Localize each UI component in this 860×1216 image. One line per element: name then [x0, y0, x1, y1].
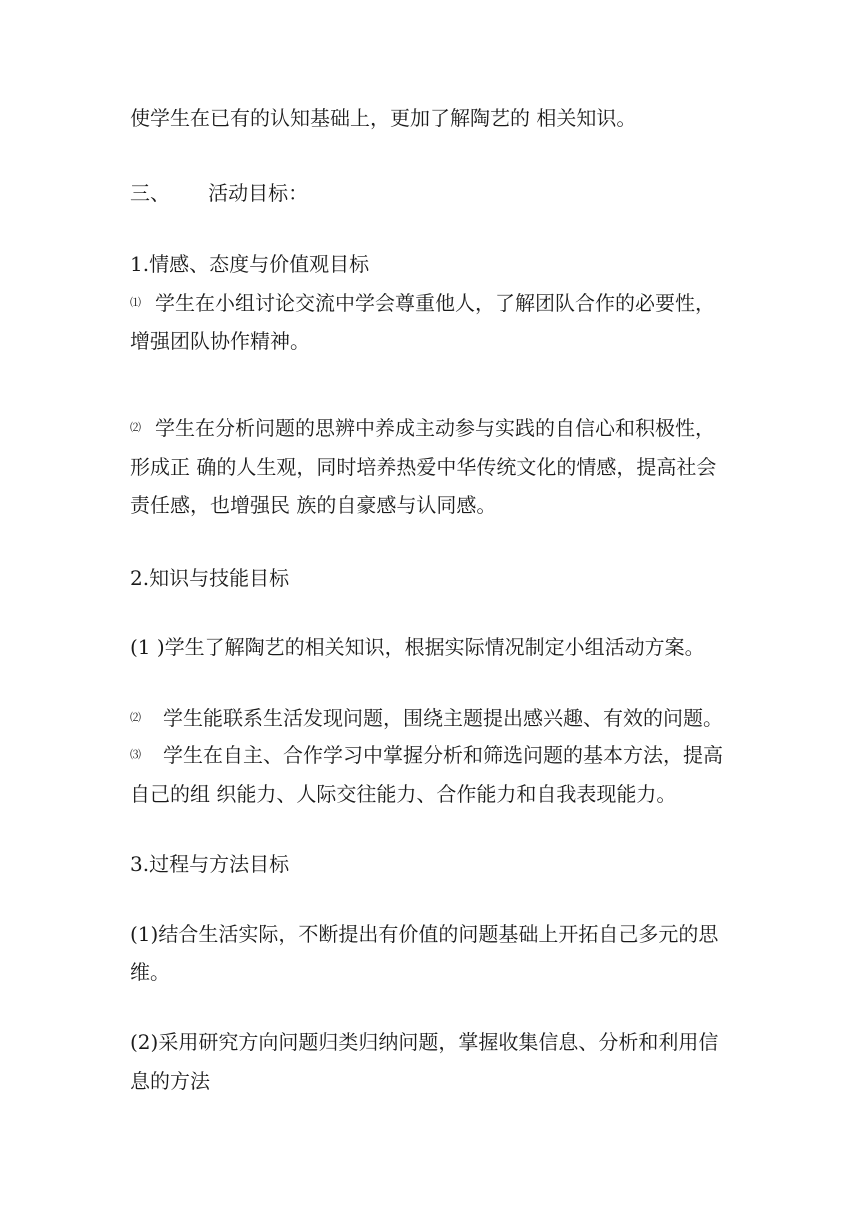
- item-text: 学生在小组讨论交流中学会尊重他人，了解团队合作的必要性，: [155, 291, 715, 315]
- goal-3-item-2: (2)采用研究方向问题归类归纳问题，掌握收集信息、分析和利用信: [130, 1030, 719, 1054]
- section-heading-goals: 三、 活动目标：: [130, 181, 309, 205]
- goal-3-item-1-cont: 维。: [130, 960, 170, 984]
- goal-2-item-3-cont: 自己的组 织能力、人际交往能力、合作能力和自我表现能力。: [130, 782, 677, 806]
- goal-3-item-2-cont: 息的方法: [130, 1069, 210, 1093]
- goal-3-item-1: (1)结合生活实际，不断提出有价值的问题基础上开拓自己多元的思: [130, 922, 719, 946]
- goal-2-item-2: [130, 704, 723, 734]
- goal-1-item-2-cont-1: 形成正 确的人生观，同时培养热爱中华传统文化的情感，提高社会: [130, 455, 717, 479]
- goal-3-title: 3.过程与方法目标: [130, 852, 290, 876]
- item-number: ⑵: [130, 710, 141, 724]
- paragraph-intro: 使学生在已有的认知基础上，更加了解陶艺的 相关知识。: [130, 106, 637, 130]
- goal-1-item-1: [130, 289, 715, 319]
- goal-1-item-2: [130, 414, 715, 444]
- goal-1-item-1-cont: 增强团队协作精神。: [130, 329, 310, 353]
- goal-2-item-3: [130, 741, 723, 771]
- goal-2-title: 2.知识与技能目标: [130, 566, 290, 590]
- item-text: 学生在自主、合作学习中掌握分析和筛选问题的基本方法，提高: [163, 743, 723, 767]
- item-text: 学生能联系生活发现问题，围绕主题提出感兴趣、有效的问题。: [163, 706, 723, 730]
- item-number: ⑶: [130, 747, 141, 761]
- item-text: 学生在分析问题的思辨中养成主动参与实践的自信心和积极性，: [155, 416, 715, 440]
- goal-1-item-2-cont-2: 责任感，也增强民 族的自豪感与认同感。: [130, 493, 497, 517]
- item-number: ⑴: [130, 295, 141, 309]
- goal-1-title: 1.情感、态度与价值观目标: [130, 252, 370, 276]
- item-number: ⑵: [130, 420, 141, 434]
- goal-2-item-1: (1 )学生了解陶艺的相关知识，根据实际情况制定小组活动方案。: [130, 635, 705, 659]
